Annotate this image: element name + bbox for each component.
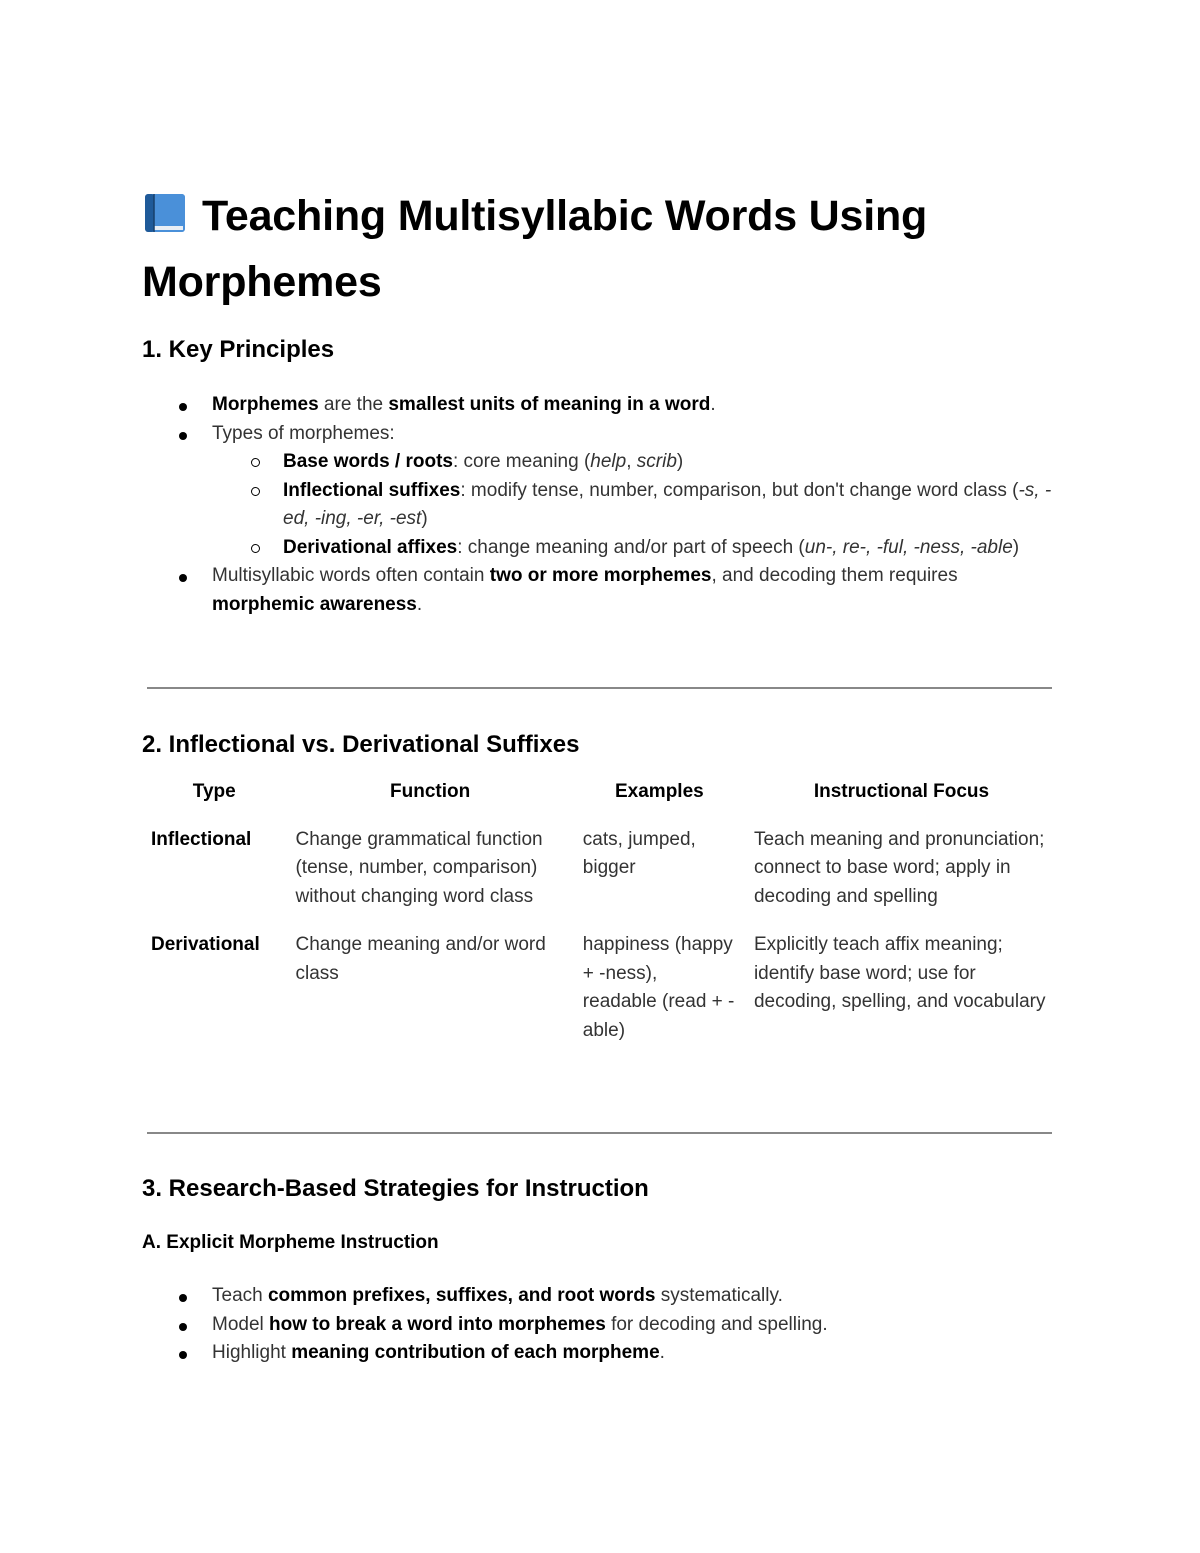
column-header: Instructional Focus: [813, 781, 990, 802]
table-cell: cats, jumped, bigger: [582, 828, 696, 878]
circle-bullet-icon: [251, 487, 260, 496]
bullet-icon: [179, 574, 187, 582]
list-item: Model how to break a word into morphemes for decoding and spelling.: [142, 1311, 1062, 1340]
column-header: Function: [390, 781, 471, 802]
subsection-a-heading: A. Explicit Morpheme Instruction: [142, 1232, 439, 1253]
list-item: Morphemes are the smallest units of meaning in a word.: [142, 391, 1062, 420]
bullet-icon: [179, 1323, 187, 1331]
sub-list-item: Inflectional suffixes: modify tense, number, comparison, but don't change word class (-s, -ed, -ing, -er, -est): [142, 477, 1062, 534]
section-2-heading: 2. Inflectional vs. Derivational Suffixes: [142, 731, 580, 758]
table-cell: Inflectional: [151, 828, 252, 850]
circle-bullet-icon: [251, 458, 260, 467]
blue-book-icon: [142, 190, 188, 252]
table-row: [142, 826, 1058, 932]
table-cell: happiness (happy + -ness), readable (read + -able): [582, 934, 735, 1041]
column-header: Type: [192, 781, 236, 802]
table-row: [142, 931, 1058, 1065]
key-principles-list: [142, 391, 1062, 619]
table-header-row: [142, 778, 1058, 826]
bullet-icon: [179, 432, 187, 440]
page-title: [142, 186, 1058, 312]
sub-list-item: Base words / roots: core meaning (help, scrib): [142, 448, 1062, 477]
table-cell: Teach meaning and pronunciation; connect to base word; apply in decoding and spelling: [753, 828, 1045, 907]
section-3-heading: 3. Research-Based Strategies for Instruction: [142, 1175, 649, 1202]
suffix-comparison-table: [142, 778, 1058, 1065]
table-cell: Change meaning and/or word class: [295, 934, 546, 984]
table-cell: Change grammatical function (tense, number, comparison) without changing word class: [295, 828, 543, 907]
page-title-text: Teaching Multisyllabic Words Using Morphemes: [142, 192, 928, 306]
bullet-icon: [179, 403, 187, 411]
column-header: Examples: [615, 781, 704, 802]
table-cell: Explicitly teach affix meaning; identify base word; use for decoding, spelling, and vocabulary: [753, 934, 1046, 1012]
list-item: Multisyllabic words often contain two or more morphemes, and decoding them requires morphemic awareness.: [142, 562, 1062, 619]
strategies-list: [142, 1282, 1062, 1368]
table-cell: Derivational: [151, 934, 260, 955]
horizontal-divider: [147, 687, 1052, 689]
section-1-heading: 1. Key Principles: [142, 336, 335, 363]
list-item: Types of morphemes:: [142, 420, 1062, 449]
bullet-icon: [179, 1294, 187, 1302]
sub-list-item: Derivational affixes: change meaning and/or part of speech (un-, re-, -ful, -ness, -able): [142, 534, 1062, 563]
circle-bullet-icon: [251, 544, 260, 553]
bullet-icon: [179, 1351, 187, 1359]
horizontal-divider: [147, 1132, 1052, 1134]
list-item: Highlight meaning contribution of each morpheme.: [142, 1339, 1062, 1368]
list-item: Teach common prefixes, suffixes, and root words systematically.: [142, 1282, 1062, 1311]
